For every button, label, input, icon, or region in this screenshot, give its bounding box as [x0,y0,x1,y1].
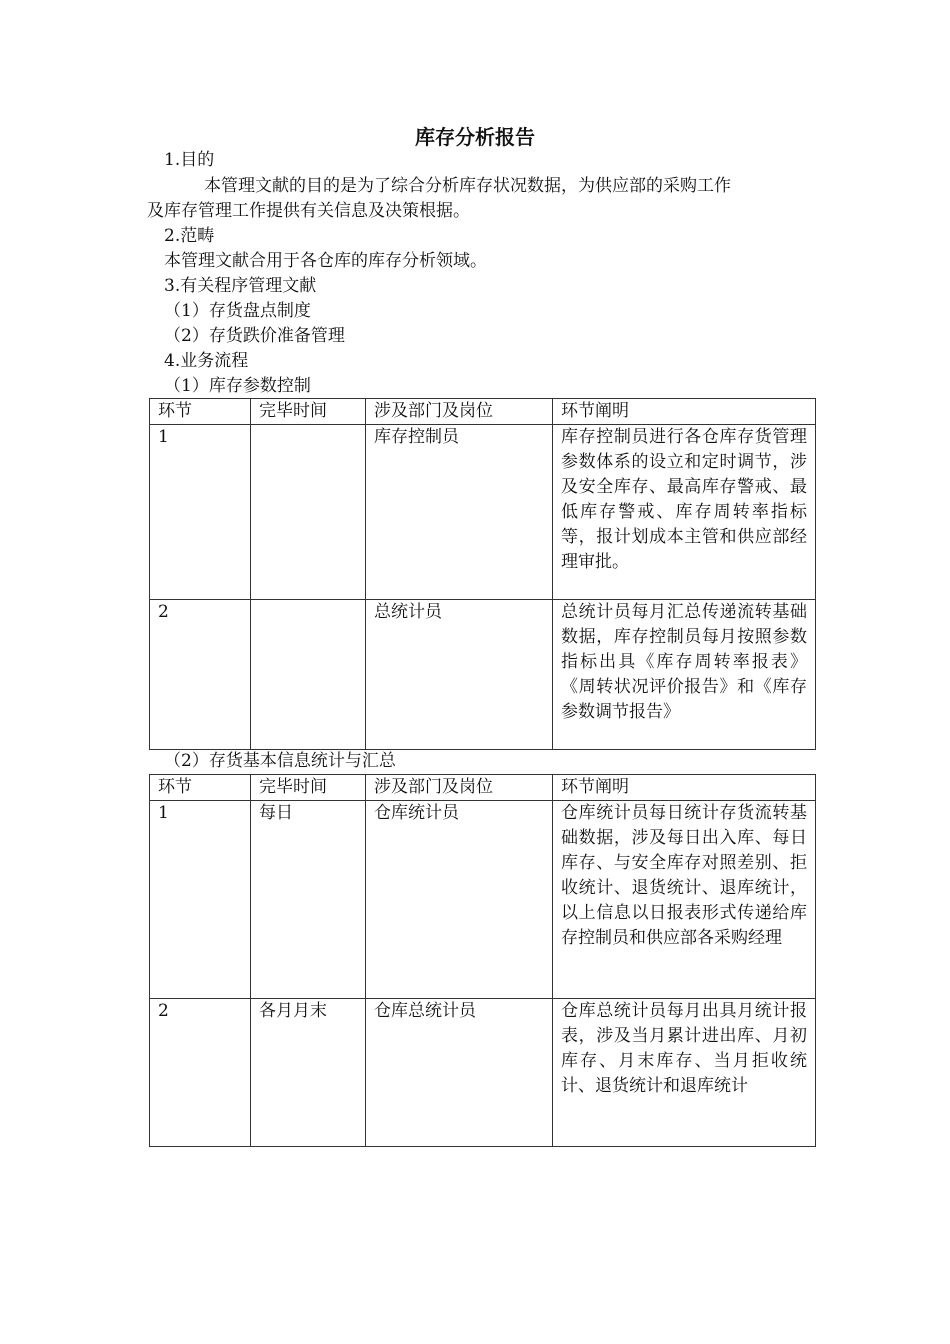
process-subheading-1: （1）库存参数控制 [164,376,311,396]
inventory-statistics-table [149,774,816,1147]
process-heading: 4.业务流程 [164,351,249,371]
cell-department: 总统计员 [366,600,553,750]
cell-description: 仓库统计员每日统计存货流转基础数据，涉及每日出入库、每日库存、与安全库存对照差别、拒收统计、退货统计、退库统计，以上信息以日报表形式传递给库存控制员和供应部各采购经理 [553,801,816,999]
scope-text: 本管理文献合用于各仓库的库存分析领域。 [164,251,487,271]
table-row [150,999,816,1147]
header-description: 环节阐明 [553,775,816,801]
header-time: 完毕时间 [251,399,366,425]
header-department: 涉及部门及岗位 [366,775,553,801]
related-heading: 3.有关程序管理文献 [164,276,317,296]
table-header-row [150,399,816,425]
purpose-heading: 1.目的 [164,150,215,170]
cell-step: 1 [150,801,251,999]
related-item-2: （2）存货跌价准备管理 [164,326,345,346]
cell-description: 仓库总统计员每月出具月统计报表，涉及当月累计进出库、月初库存、月末库存、当月拒收统计、退货统计和退库统计 [553,999,816,1147]
cell-time: 各月月末 [251,999,366,1147]
cell-step: 1 [150,425,251,600]
process-subheading-2: （2）存货基本信息统计与汇总 [164,751,396,771]
header-department: 涉及部门及岗位 [366,399,553,425]
header-step: 环节 [150,399,251,425]
header-time: 完毕时间 [251,775,366,801]
table-row [150,600,816,750]
purpose-text-line-1: 本管理文献的目的是为了综合分析库存状况数据，为供应部的采购工作 [204,176,731,196]
related-item-1: （1）存货盘点制度 [164,301,311,321]
cell-description: 总统计员每月汇总传递流转基础数据，库存控制员每月按照参数指标出具《库存周转率报表》《周转状况评价报告》和《库存参数调节报告》 [553,600,816,750]
header-step: 环节 [150,775,251,801]
cell-step: 2 [150,600,251,750]
cell-description: 库存控制员进行各仓库存货管理参数体系的设立和定时调节，涉及安全库存、最高库存警戒、最低库存警戒、库存周转率指标等，报计划成本主管和供应部经理审批。 [553,425,816,600]
cell-department: 仓库统计员 [366,801,553,999]
cell-time: 每日 [251,801,366,999]
cell-department: 库存控制员 [366,425,553,600]
table-row [150,425,816,600]
cell-department: 仓库总统计员 [366,999,553,1147]
inventory-parameter-table [149,398,816,750]
scope-heading: 2.范畴 [164,226,215,246]
purpose-text-line-2: 及库存管理工作提供有关信息及决策根据。 [147,201,470,221]
table-header-row [150,775,816,801]
cell-time [251,425,366,600]
cell-time [251,600,366,750]
cell-step: 2 [150,999,251,1147]
document-title: 库存分析报告 [415,125,535,149]
table-row [150,801,816,999]
header-description: 环节阐明 [553,399,816,425]
